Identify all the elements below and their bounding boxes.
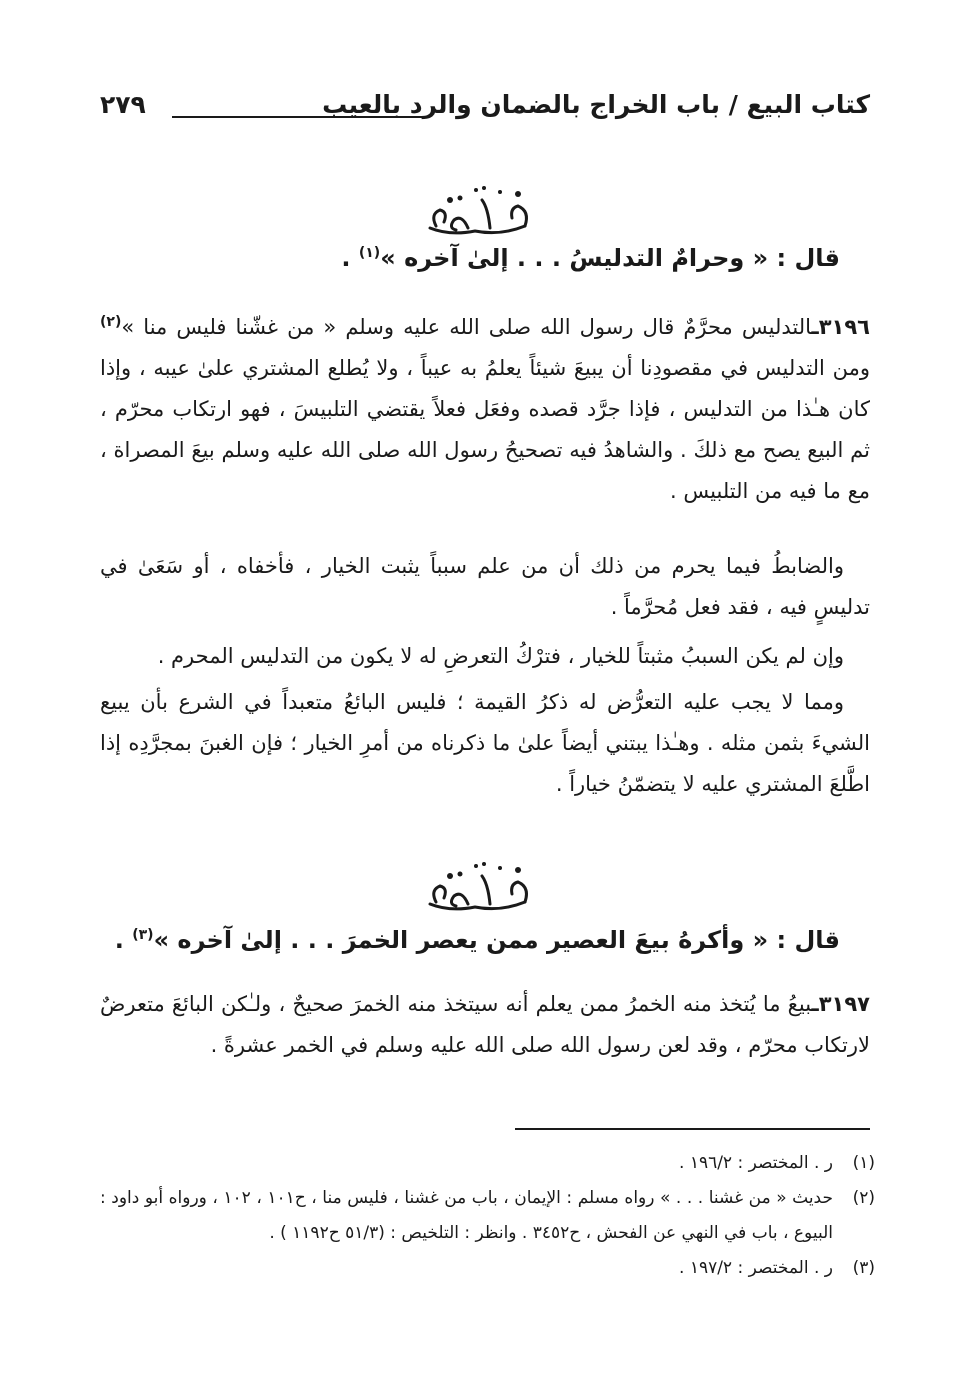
fasl-ornament-1 xyxy=(390,176,560,246)
footnote-separator xyxy=(515,1128,870,1130)
fasl-calligraphy-icon xyxy=(390,852,560,922)
paragraph-qima xyxy=(100,682,870,805)
paragraph-text: والضابطُ فيما يحرم من ذلك أن من علم سبباً يثبت الخيار ، فأخفاه ، أو سَعَىٰ في تدليسٍ فيه ، فقد فعل مُحرَّماً . xyxy=(100,554,870,619)
footnote-ref-3[interactable]: (٣) xyxy=(132,927,154,943)
paragraph-text: التدليس محرَّمٌ قال رسول الله صلى الله عليه وسلم « من غشّنا فليس منا » xyxy=(121,315,812,339)
header-rule xyxy=(172,116,425,118)
section2-heading xyxy=(100,926,840,954)
paragraph-text: بيعُ ما يُتخذ منه الخمرُ ممن يعلم أنه سيتخذ منه الخمرَ صحيحٌ ، ولـٰكن البائعَ متعرضٌ لارتكاب محرّم ، وقد لعن رسول الله صلى الله عليه وسلم في الخمر عشرةً . xyxy=(100,992,870,1057)
section1-heading xyxy=(100,244,840,272)
footnote-ref-1[interactable]: (١) xyxy=(358,245,381,261)
paragraph-text: ومما لا يجب عليه التعرُّض له ذكرُ القيمة ؛ فليس البائعُ متعبداً في الشرع بأن يبيع الشيءَ بثمن مثله . وهـٰذا يبتني أيضاً علىٰ ما ذكرناه من أمرِ الخيار ؛ فإن الغبنَ بمجرَّدِه إذا اطَّلعَ المشتري عليه لا يتضمّنُ خياراً . xyxy=(100,690,870,796)
section2-heading-end: . xyxy=(114,926,133,954)
section1-heading-end: . xyxy=(341,244,359,272)
running-title: كتاب البيع / باب الخراج بالضمان والرد بالعيب xyxy=(322,90,870,119)
footnotes xyxy=(100,1146,875,1286)
section2-heading-text: قال : « وأكرهُ بيعَ العصير ممن يعصر الخمرَ . . . إلىٰ آخره » xyxy=(153,926,840,954)
footnote-mark: (٢) xyxy=(852,1188,875,1208)
page-number: ٢٧٩ xyxy=(100,90,146,119)
paragraph-3197 xyxy=(100,984,870,1066)
footnote-text: حديث « من غشنا . . . » رواه مسلم : الإيمان ، باب من غشنا ، فليس منا ، ح١٠١ ، ١٠٢ ، ورواه أبو داود : البيوع ، باب في النهي عن الفحش ، ح٣٤٥٢ . وانظر : التلخيص : (٥١/٣ ح١١٩٢ ) . xyxy=(100,1188,833,1243)
paragraph-dabit xyxy=(100,546,870,628)
issue-number: ٣١٩٧ـ xyxy=(811,992,870,1016)
running-header xyxy=(100,84,870,132)
footnote-mark: (٣) xyxy=(852,1258,875,1278)
footnote-mark: (١) xyxy=(852,1153,875,1173)
section1-heading-text: قال : « وحرامٌ التدليسُ . . . إلىٰ آخره » xyxy=(380,244,840,272)
footnote-item xyxy=(100,1181,875,1251)
footnote-item xyxy=(100,1251,875,1286)
fasl-ornament-2 xyxy=(390,852,560,922)
footnote-text: ر . المختصر : ١٩٧/٢ . xyxy=(679,1258,833,1278)
fasl-calligraphy-icon xyxy=(390,176,560,246)
paragraph-text: ومن التدليس في مقصودِنا أن يبيعَ شيئاً يعلمُ به عيباً ، ولا يُطلع المشتري علىٰ عيبه ، وإذا كان هـٰذا من التدليس ، فإذا جرَّد قصده وفعَل فعلاً يقتضي التلبيسَ ، فهو ارتكاب محرّم ، ثم البيع يصح مع ذلكَ . والشاهدُ فيه تصحيحُ رسول الله صلى الله عليه وسلم بيعَ المصراة ، مع ما فيه من التلبيس . xyxy=(100,356,870,503)
footnote-ref-2[interactable]: (٢) xyxy=(100,314,122,330)
issue-number: ٣١٩٦ـ xyxy=(811,315,870,339)
paragraph-text: وإن لم يكن السببُ مثبتاً للخيار ، فترْكُ التعرضِ له لا يكون من التدليس المحرم . xyxy=(157,644,844,668)
footnote-item xyxy=(100,1146,875,1181)
paragraph-3196 xyxy=(100,302,870,512)
paragraph-sabab xyxy=(100,636,870,677)
footnote-text: ر . المختصر : ١٩٦/٢ . xyxy=(679,1153,833,1173)
